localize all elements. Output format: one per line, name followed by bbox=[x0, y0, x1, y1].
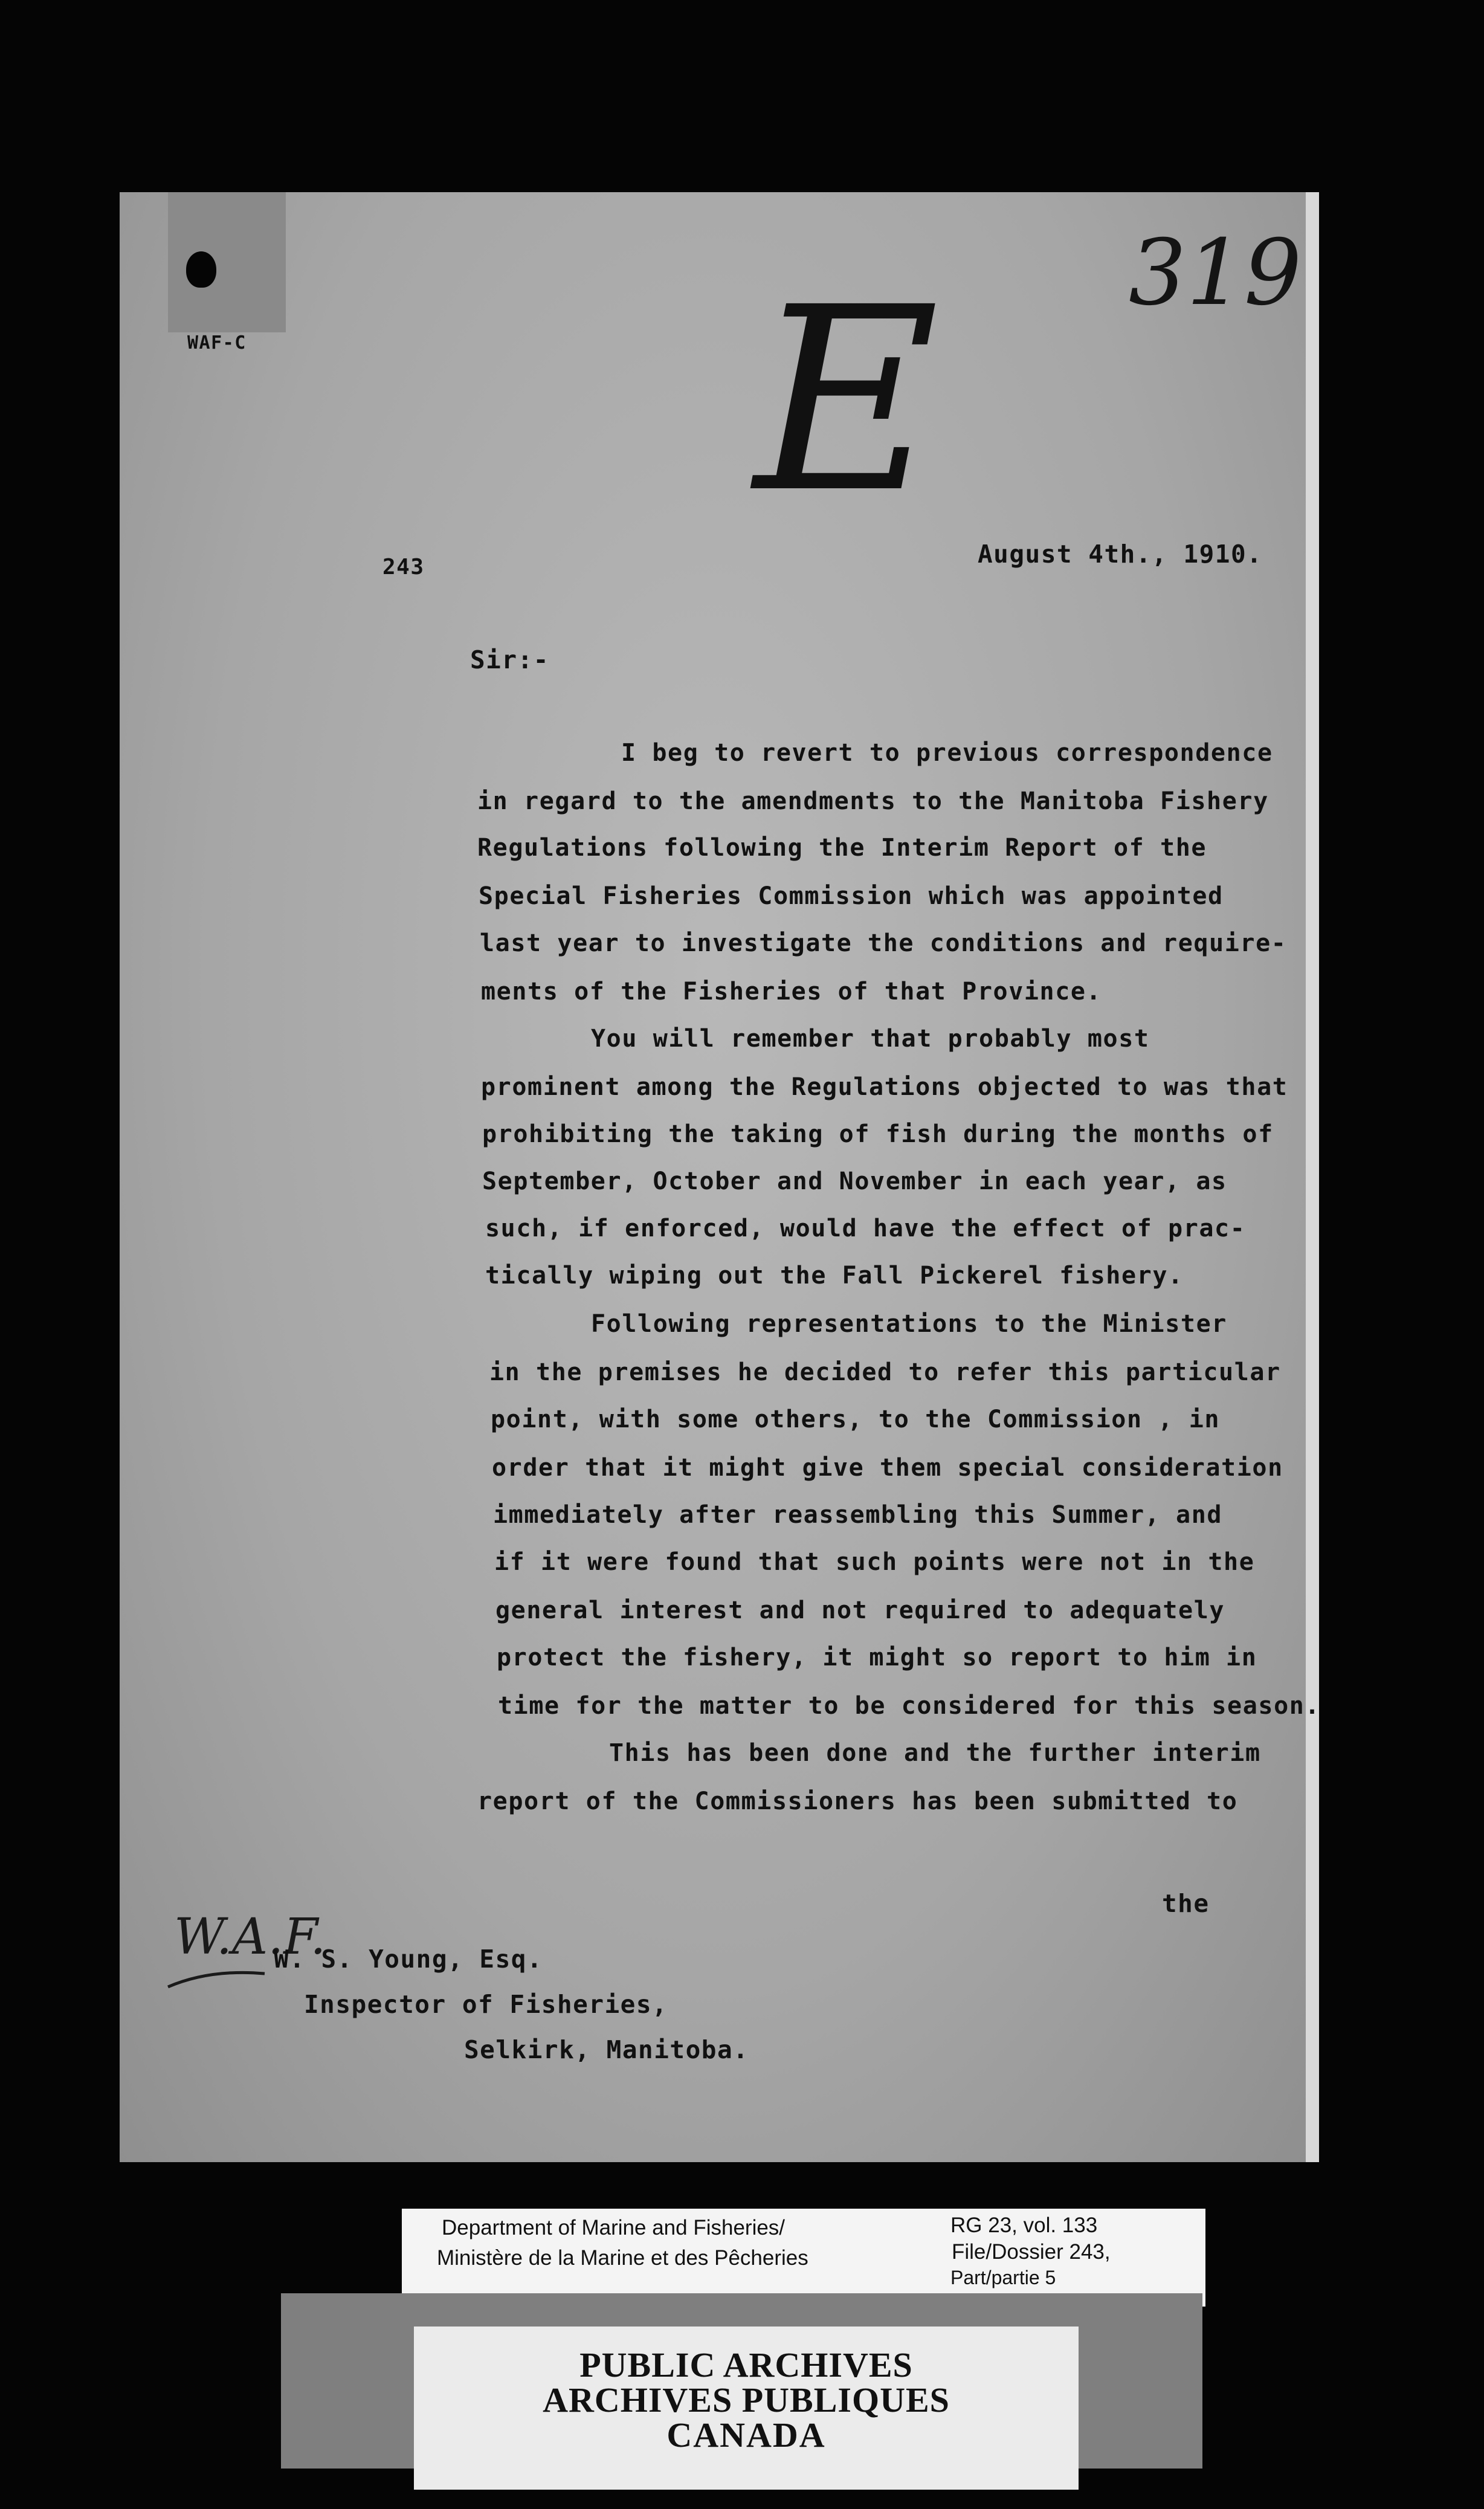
continuation-word: the bbox=[1162, 1889, 1210, 1918]
body-line: tically wiping out the Fall Pickerel fishery. bbox=[485, 1262, 1184, 1290]
body-line: This has been done and the further interim bbox=[609, 1739, 1261, 1767]
salutation: Sir:- bbox=[470, 645, 549, 674]
letter-body bbox=[120, 192, 1321, 2162]
stamp-line-3: CANADA bbox=[666, 2415, 826, 2455]
body-line: prominent among the Regulations objected to was that bbox=[481, 1073, 1288, 1101]
body-line: September, October and November in each year, as bbox=[482, 1167, 1227, 1195]
initials: W.A.F. bbox=[174, 1908, 326, 1966]
body-line: immediately after reassembling this Summer, and bbox=[493, 1501, 1223, 1529]
body-line: order that it might give them special consideration bbox=[492, 1454, 1283, 1482]
body-line: such, if enforced, would have the effect of prac- bbox=[485, 1215, 1246, 1242]
addressee-place: Selkirk, Manitoba. bbox=[464, 2035, 749, 2064]
body-line: prohibiting the taking of fish during the months of bbox=[482, 1120, 1274, 1148]
margin-mark: E bbox=[754, 265, 940, 549]
body-line: general interest and not required to adequately bbox=[495, 1597, 1225, 1624]
letter-date: August 4th., 1910. bbox=[978, 540, 1263, 569]
body-line: point, with some others, to the Commission , in bbox=[491, 1406, 1221, 1433]
reference-number: 243 bbox=[382, 555, 425, 580]
body-line: in the premises he decided to refer this particular bbox=[489, 1358, 1281, 1386]
body-line: if it were found that such points were not in the bbox=[494, 1548, 1255, 1576]
addressee-title: Inspector of Fisheries, bbox=[304, 1990, 668, 2019]
file-code: WAF-C bbox=[187, 332, 247, 354]
letter-page bbox=[120, 192, 1319, 2162]
stamp-line-1: PUBLIC ARCHIVES bbox=[579, 2345, 913, 2385]
archive-label bbox=[402, 2209, 1205, 2307]
stamp-line-2: ARCHIVES PUBLIQUES bbox=[543, 2380, 950, 2420]
body-line: in regard to the amendments to the Manitoba Fishery bbox=[477, 787, 1269, 815]
department-english: Department of Marine and Fisheries/ bbox=[442, 2216, 786, 2239]
body-line: protect the fishery, it might so report to him in bbox=[497, 1644, 1257, 1671]
record-group: RG 23, vol. 133 bbox=[950, 2214, 1098, 2237]
file-part: Part/partie 5 bbox=[950, 2267, 1056, 2288]
body-line: Regulations following the Interim Report of the bbox=[477, 834, 1207, 862]
addressee-name: W. S. Young, Esq. bbox=[274, 1945, 543, 1974]
archives-stamp bbox=[414, 2327, 1079, 2490]
file-dossier: File/Dossier 243, bbox=[952, 2240, 1111, 2264]
body-line: ments of the Fisheries of that Province. bbox=[481, 978, 1102, 1006]
body-line: You will remember that probably most bbox=[591, 1025, 1150, 1053]
department-french: Ministère de la Marine et des Pêcheries bbox=[437, 2246, 808, 2270]
folio-number: 319 bbox=[1129, 221, 1302, 326]
body-line: Special Fisheries Commission which was appointed bbox=[479, 882, 1224, 910]
body-line: Following representations to the Minister bbox=[591, 1310, 1227, 1338]
body-line: last year to investigate the conditions and require- bbox=[480, 929, 1287, 957]
body-line: I beg to revert to previous correspondence bbox=[621, 739, 1273, 767]
body-line: time for the matter to be considered for this season. bbox=[498, 1692, 1321, 1720]
body-line: report of the Commissioners has been submitted to bbox=[477, 1787, 1238, 1815]
